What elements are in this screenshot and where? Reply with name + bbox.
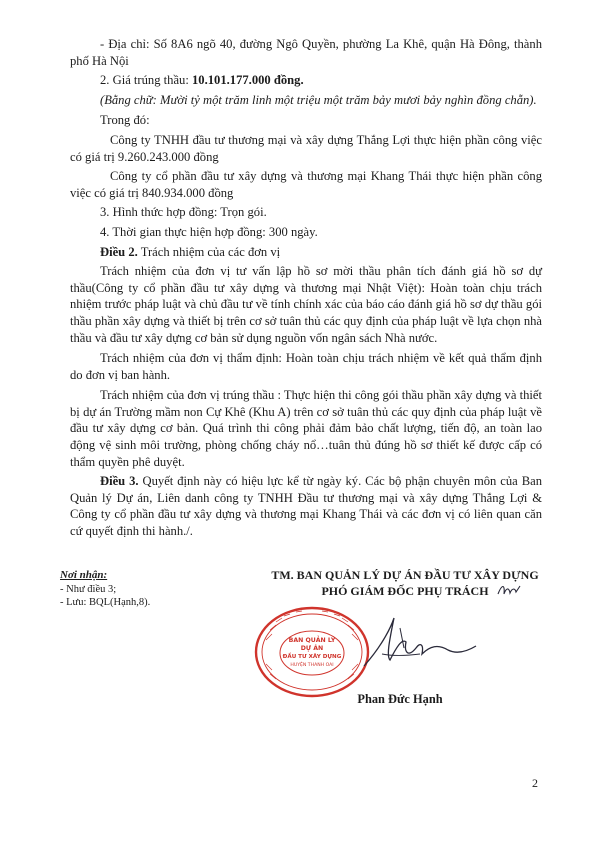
recipients-block (60, 569, 240, 610)
company2-share: Công ty cổ phần đầu tư xây dựng và thương mại Khang Thái thực hiện phần công việc có giá trị 840.934.000 đồng (70, 169, 542, 200)
article-2-heading (70, 244, 542, 261)
contract-time: 4. Thời gian thực hiện hợp đồng: 300 ngày. (100, 224, 318, 239)
seal-text-line: HUYỆN THANH OAI (290, 663, 334, 668)
article-3 (70, 473, 542, 539)
recipient-item: - Lưu: BQL(Hạnh,8). (60, 597, 151, 608)
article-3-text: Quyết định này có hiệu lực kể từ ngày ký. Các bộ phận chuyên môn của Ban Quản lý Dự án, Liên danh công ty TNHH Đầu tư thương mại và xây dựng Thắng Lợi & Công ty cổ phần đầu tư xây dựng và thương mại Khang Thái và các đơn vị có liên quan căn cứ quyết định thi hành./. (70, 474, 542, 539)
responsibility-contractor: Trách nhiệm của đơn vị trúng thầu : Thực hiện thi công gói thầu phần xây dựng và thiết bị dự án Trường mầm non Cự Khê (Khu A) trên cơ sở tuân thủ các quy định của pháp luật về đầu tư xây dựng cơ bản. Quá trình thi công phải đảm bảo chất lượng, tiến độ, an toàn lao động vệ sinh môi trường, phòng chống cháy nổ…tuân thủ đúng hồ sơ thiết kế được cấp có thẩm quyền phê duyệt. (70, 388, 542, 469)
seal-text-line: ĐẦU TƯ XÂY DỰNG (282, 654, 342, 660)
recipient-item: - Như điều 3; (60, 583, 117, 595)
winning-price (70, 72, 542, 89)
signer-name: Phan Đức Hạnh (357, 692, 443, 706)
signature-title-block (232, 567, 578, 599)
price-in-words: (Bằng chữ: Mười tỷ một trăm linh một triệu một trăm bảy mươi bảy nghìn đồng chẵn). (100, 92, 537, 107)
document-body (70, 36, 542, 543)
article-3-label: Điều 3. (100, 474, 139, 489)
contract-form: 3. Hình thức hợp đồng: Trọn gói. (100, 205, 267, 220)
official-seal-icon (252, 604, 372, 700)
sign-position-line: PHÓ GIÁM ĐỐC PHỤ TRÁCH (321, 584, 489, 598)
responsibility-consultant: Trách nhiệm của đơn vị tư vấn lập hồ sơ mời thầu phân tích đánh giá hồ sơ dự thầu(Công ty cổ phần đầu tư xây dựng và thương mại Nhật Việt): Hoàn toàn chịu trách nhiệm trước pháp luật và chủ đầu tư về tính chính xác của báo cáo đánh giá hồ sơ dự thầu gói thầu phần xây dựng và thiết bị trên cơ sở tuân thủ các quy định của pháp luật về lựa chọn nhà thầu và đầu tư xây dựng cơ bản sử dụng nguồn vốn ngân sách Nhà nước. (70, 264, 542, 345)
handwritten-signature-icon (360, 608, 480, 678)
article-2-title: Trách nhiệm của các đơn vị (137, 244, 281, 259)
address-line: - Địa chỉ: Số 8A6 ngõ 40, đường Ngô Quyền, phường La Khê, quận Hà Đông, thành phố Hà Nội (70, 37, 542, 68)
company1-share: Công ty TNHH đầu tư thương mại và xây dựng Thắng Lợi thực hiện phần công việc có giá trị 9.260.243.000 đồng (70, 132, 542, 164)
responsibility-appraiser: Trách nhiệm của đơn vị thẩm định: Hoàn toàn chịu trách nhiệm về kết quả thẩm định do đơn vị ban hành. (70, 351, 542, 382)
sign-org-line: TM. BAN QUẢN LÝ DỰ ÁN ĐẦU TƯ XÂY DỰNG (271, 568, 539, 582)
article-2-label: Điều 2. (100, 244, 138, 259)
seal-text-line: BAN QUẢN LÝ (288, 637, 336, 644)
recipients-header: Nơi nhận: (60, 569, 108, 581)
initial-mark-icon (496, 582, 522, 598)
trong-do-label: Trong đó: (100, 113, 150, 128)
seal-text-line: DỰ ÁN (300, 645, 324, 652)
price-label: 2. Giá trúng thầu: (100, 73, 192, 88)
page-number: 2 (532, 776, 538, 790)
price-value: 10.101.177.000 đồng. (192, 73, 304, 88)
